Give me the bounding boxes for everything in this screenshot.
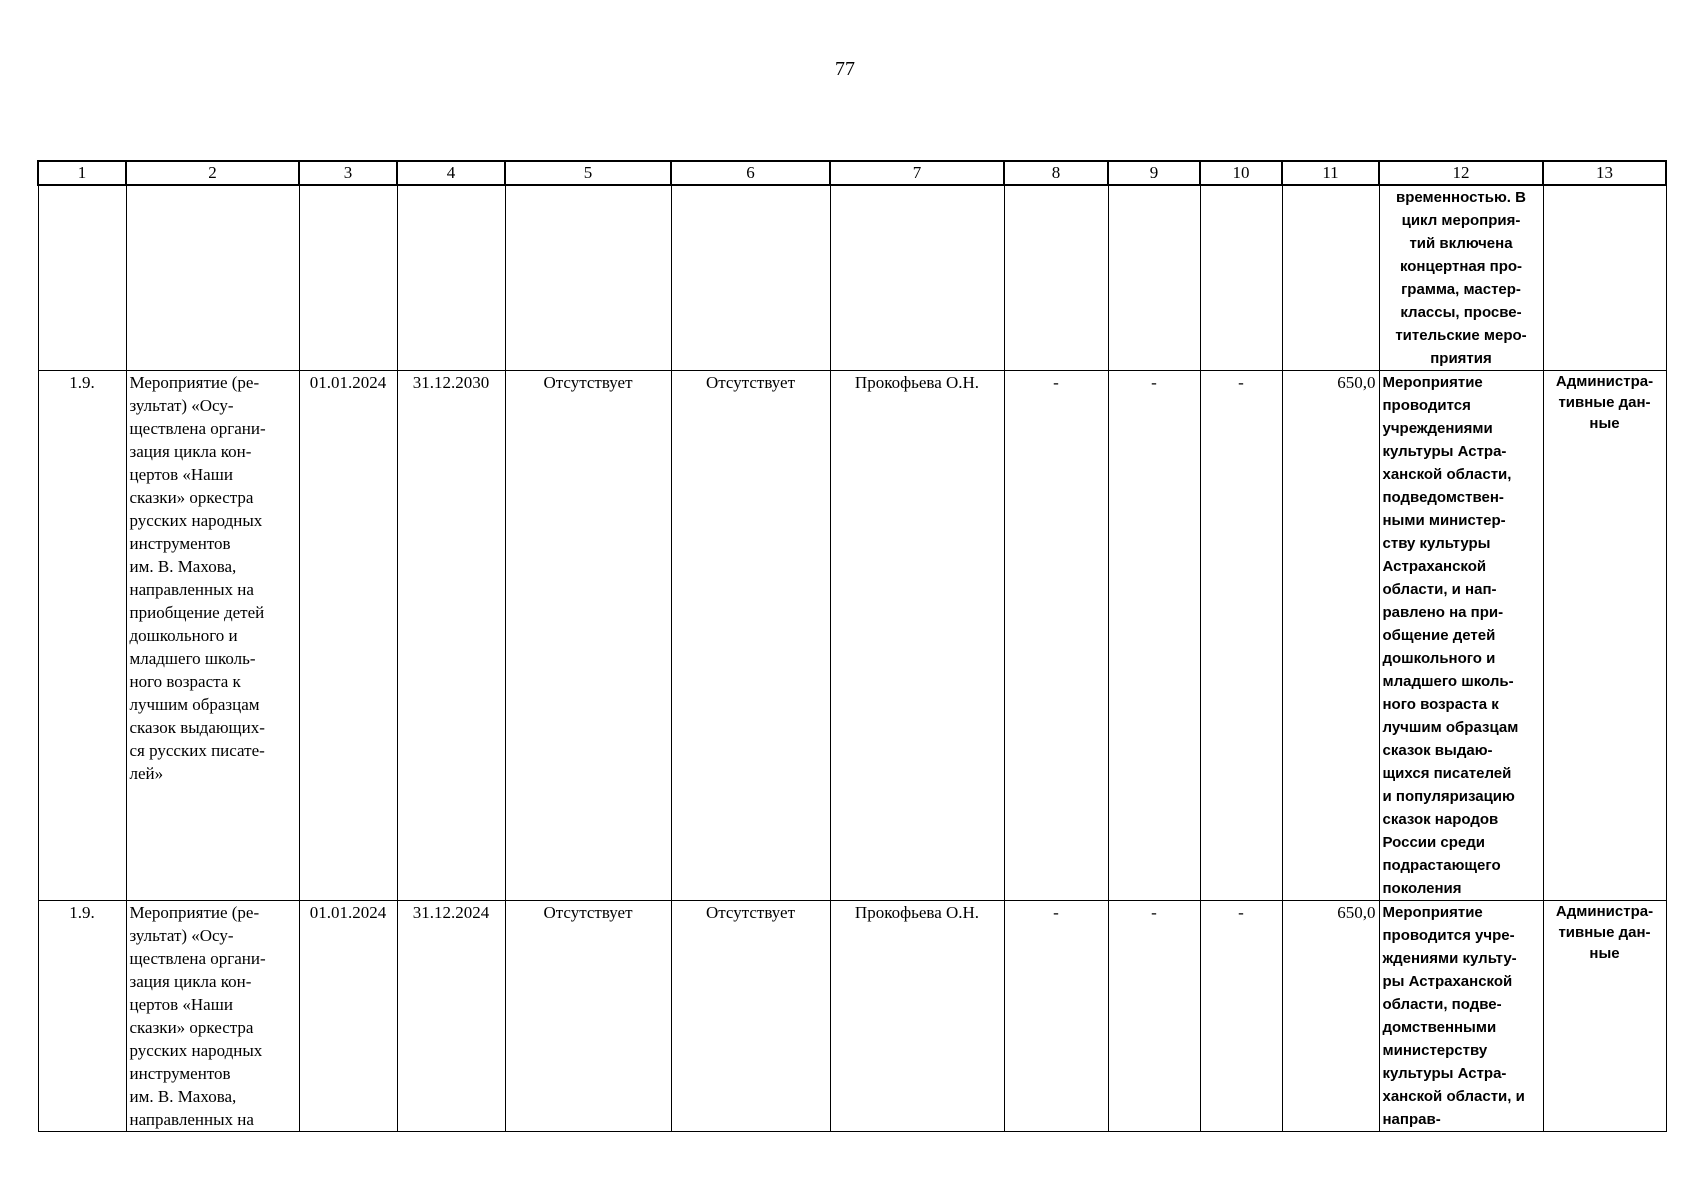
text-line: зация цикла кон- <box>129 442 252 461</box>
text-line: министерству <box>1382 1042 1488 1059</box>
cell-empty <box>1282 185 1379 371</box>
text-line: области, подве- <box>1382 996 1502 1013</box>
text-line: ры Астраханской <box>1382 973 1513 990</box>
cell-end-date: 31.12.2030 <box>397 371 505 901</box>
text-line: области, и нап- <box>1382 581 1497 598</box>
text-line: направленных на <box>129 580 254 599</box>
text-line: ждениями культу- <box>1382 950 1517 967</box>
cell-item-number: 1.9. <box>38 901 126 1132</box>
cell-column-5: Отсутствует <box>505 371 671 901</box>
text-line: тивные дан- <box>1558 394 1651 411</box>
cell-data-source <box>1543 901 1666 1132</box>
column-header-1: 1 <box>38 161 126 185</box>
text-line: проводится <box>1382 397 1471 414</box>
text-line: концертная про- <box>1399 258 1523 275</box>
text-line: ные <box>1589 415 1620 432</box>
column-header-7: 7 <box>830 161 1004 185</box>
column-header-9: 9 <box>1108 161 1200 185</box>
table-row <box>38 371 1666 901</box>
text-line: Мероприятие (ре- <box>129 903 260 922</box>
column-header-3: 3 <box>299 161 397 185</box>
column-header-13: 13 <box>1543 161 1666 185</box>
cell-description <box>1379 185 1543 371</box>
cell-activity-name <box>126 371 299 901</box>
text-line: учреждениями <box>1382 420 1493 437</box>
text-line: младшего школь- <box>1382 673 1514 690</box>
text-line: зультат) «Осу- <box>129 396 234 415</box>
cell-description <box>1379 901 1543 1132</box>
cell-empty <box>38 185 126 371</box>
activities-table <box>37 160 1667 1132</box>
text-line: ханской области, <box>1382 466 1512 483</box>
text-line: направленных на <box>129 1110 254 1129</box>
text-line: культуры Астра- <box>1382 1065 1507 1082</box>
cell-empty <box>126 185 299 371</box>
text-line: и популяризацию <box>1382 788 1515 805</box>
text-line: Администра- <box>1555 903 1654 920</box>
text-line: ные <box>1589 945 1620 962</box>
cell-empty <box>1108 185 1200 371</box>
text-line: цикл мероприя- <box>1401 212 1521 229</box>
text-line: зация цикла кон- <box>129 972 252 991</box>
text-line: щихся писателей <box>1382 765 1512 782</box>
text-line: России среди <box>1382 834 1485 851</box>
text-line: цертов «Наши <box>129 465 233 484</box>
text-line: общение детей <box>1382 627 1496 644</box>
text-line: дошкольного и <box>1382 650 1496 667</box>
text-line: сказки» оркестра <box>129 488 254 507</box>
text-line: им. В. Махова, <box>129 557 237 576</box>
text-line: инструментов <box>129 534 231 553</box>
cell-responsible: Прокофьева О.Н. <box>830 901 1004 1132</box>
cell-empty <box>505 185 671 371</box>
text-line: Администра- <box>1555 373 1654 390</box>
text-line: ными министер- <box>1382 512 1506 529</box>
text-line: тительские меро- <box>1395 327 1527 344</box>
text-line: русских народных <box>129 511 263 530</box>
cell-column-9: - <box>1108 371 1200 901</box>
text-line: ществлена органи- <box>129 949 266 968</box>
text-line: поколения <box>1382 880 1462 897</box>
text-line: инструментов <box>129 1064 231 1083</box>
text-line: ществлена органи- <box>129 419 266 438</box>
text-line: ного возраста к <box>129 672 241 691</box>
cell-empty <box>1004 185 1108 371</box>
text-line: им. В. Махова, <box>129 1087 237 1106</box>
cell-column-5: Отсутствует <box>505 901 671 1132</box>
cell-start-date: 01.01.2024 <box>299 371 397 901</box>
text-line: подведомствен- <box>1382 489 1504 506</box>
cell-amount: 650,0 <box>1282 371 1379 901</box>
text-line: лучшим образцам <box>129 695 260 714</box>
text-line: Астраханской <box>1382 558 1487 575</box>
cell-empty <box>397 185 505 371</box>
text-line: ного возраста к <box>1382 696 1499 713</box>
cell-empty <box>830 185 1004 371</box>
text-line: лей» <box>129 764 164 783</box>
column-header-5: 5 <box>505 161 671 185</box>
column-header-8: 8 <box>1004 161 1108 185</box>
text-line: приобщение детей <box>129 603 265 622</box>
text-line: подрастающего <box>1382 857 1501 874</box>
text-line: дошкольного и <box>129 626 238 645</box>
text-line: цертов «Наши <box>129 995 233 1014</box>
text-line: классы, просве- <box>1400 304 1522 321</box>
text-line: грамма, мастер- <box>1401 281 1521 298</box>
page-number: 77 <box>835 58 855 80</box>
text-line: младшего школь- <box>129 649 256 668</box>
cell-column-8: - <box>1004 901 1108 1132</box>
column-header-4: 4 <box>397 161 505 185</box>
text-line: зультат) «Осу- <box>129 926 234 945</box>
column-header-10: 10 <box>1200 161 1282 185</box>
table-row <box>38 901 1666 1132</box>
text-line: лучшим образцам <box>1382 719 1519 736</box>
text-line: ству культуры <box>1382 535 1491 552</box>
text-line: домственными <box>1382 1019 1497 1036</box>
cell-column-10: - <box>1200 901 1282 1132</box>
text-line: Мероприятие <box>1382 904 1483 921</box>
column-header-6: 6 <box>671 161 830 185</box>
text-line: культуры Астра- <box>1382 443 1507 460</box>
text-line: направ- <box>1382 1111 1441 1128</box>
text-line: тий включена <box>1409 235 1513 252</box>
text-line: тивные дан- <box>1558 924 1651 941</box>
text-line: сказок выдающих- <box>129 718 265 737</box>
cell-amount: 650,0 <box>1282 901 1379 1132</box>
cell-activity-name <box>126 901 299 1132</box>
cell-item-number: 1.9. <box>38 371 126 901</box>
cell-empty <box>1200 185 1282 371</box>
cell-column-10: - <box>1200 371 1282 901</box>
cell-column-9: - <box>1108 901 1200 1132</box>
text-line: сказок народов <box>1382 811 1499 828</box>
cell-data-source <box>1543 371 1666 901</box>
cell-column-8: - <box>1004 371 1108 901</box>
cell-responsible: Прокофьева О.Н. <box>830 371 1004 901</box>
text-line: ханской области, и <box>1382 1088 1525 1105</box>
cell-column-6: Отсутствует <box>671 901 830 1132</box>
cell-column-6: Отсутствует <box>671 371 830 901</box>
table-row-continuation <box>38 185 1666 371</box>
cell-empty <box>299 185 397 371</box>
text-line: сказки» оркестра <box>129 1018 254 1037</box>
cell-empty <box>1543 185 1666 371</box>
column-header-12: 12 <box>1379 161 1543 185</box>
cell-empty <box>671 185 830 371</box>
text-line: русских народных <box>129 1041 263 1060</box>
cell-end-date: 31.12.2024 <box>397 901 505 1132</box>
column-header-2: 2 <box>126 161 299 185</box>
cell-start-date: 01.01.2024 <box>299 901 397 1132</box>
text-line: временностью. В <box>1396 189 1526 206</box>
text-line: Мероприятие <box>1382 374 1483 391</box>
text-line: равлено на при- <box>1382 604 1504 621</box>
column-number-header-row <box>38 161 1666 185</box>
column-header-11: 11 <box>1282 161 1379 185</box>
text-line: проводится учре- <box>1382 927 1515 944</box>
text-line: приятия <box>1430 350 1492 367</box>
text-line: Мероприятие (ре- <box>129 373 260 392</box>
cell-description <box>1379 371 1543 901</box>
text-line: сказок выдаю- <box>1382 742 1493 759</box>
text-line: ся русских писате- <box>129 741 265 760</box>
